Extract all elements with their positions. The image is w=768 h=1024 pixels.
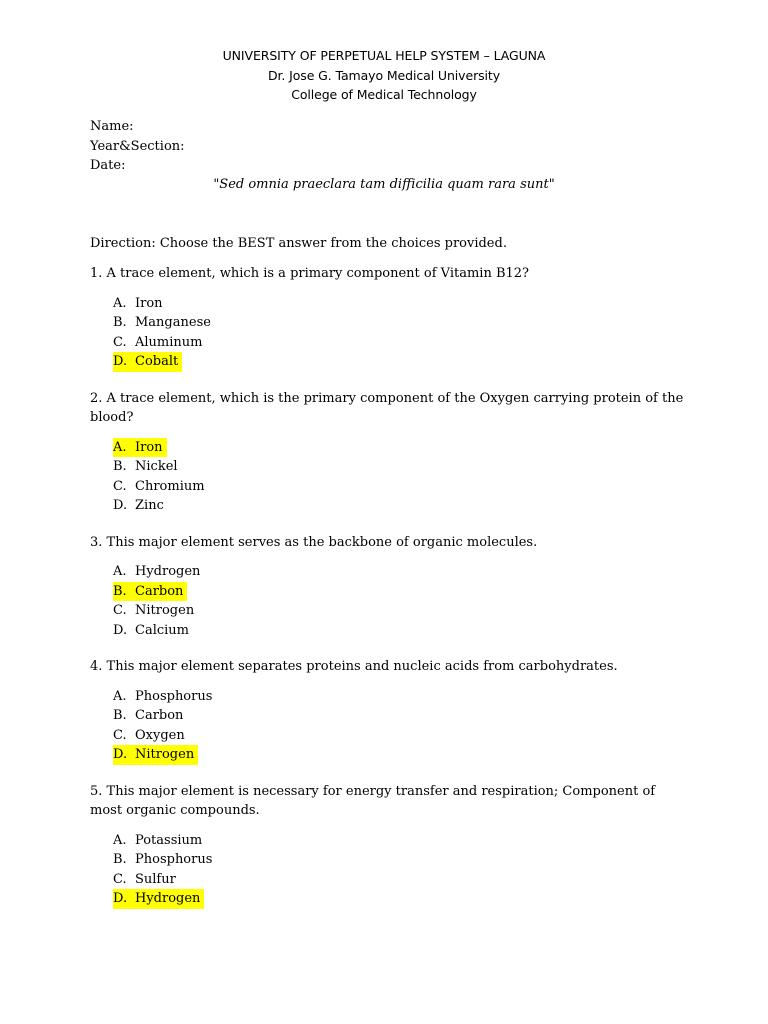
university-name: UNIVERSITY OF PERPETUAL HELP SYSTEM – LAGUNA [222,48,546,63]
choice-content [113,352,182,372]
choice-content [113,745,198,765]
question-item [90,782,690,909]
choice-content [113,294,163,314]
choice-content [113,621,189,641]
choice-letter: A. [113,688,127,704]
question-text: 1. A trace element, which is a primary component of Vitamin B12? [90,266,530,281]
answer-choice [113,601,690,621]
choice-content [113,726,185,746]
choice-content [113,706,183,726]
answer-choice [113,477,690,497]
choice-content [113,496,164,516]
answer-choice [113,457,690,477]
choice-list [90,294,690,372]
choice-content [113,457,178,477]
name-label: Name: [90,119,134,134]
answer-choice [113,621,690,641]
choice-text: Potassium [135,832,203,848]
choice-text: Zinc [135,498,164,513]
motto: "Sed omnia praeclara tam difficilia quam rara sunt" [213,177,555,192]
choice-text: Phosphorus [135,852,213,867]
choice-content [113,562,200,582]
answer-choice [113,706,690,726]
choice-letter: D. [113,354,128,369]
choice-letter: A. [113,295,127,311]
answer-choice [113,313,690,333]
choice-letter: B. [113,315,127,330]
choice-letter: C. [113,727,127,743]
choice-text: Sulfur [135,871,176,887]
choice-text: Nickel [135,459,178,474]
choice-letter: D. [113,498,128,513]
choice-list [90,438,690,516]
direction-text: Direction: Choose the BEST answer from the choices provided. [90,236,507,251]
question-list [90,264,690,926]
choice-content [113,601,194,621]
choice-text: Calcium [135,622,189,638]
answer-choice [113,850,690,870]
choice-letter: C. [113,871,127,887]
choice-content [113,582,187,602]
question-item [90,264,690,372]
medical-university-name: Dr. Jose G. Tamayo Medical University [267,67,500,83]
answer-choice [113,294,690,314]
question-text: 2. A trace element, which is the primary component of the Oxygen carrying protein of the blood? [90,390,684,425]
question-text: 3. This major element serves as the backbone of organic molecules. [90,534,538,550]
choice-text: Nitrogen [135,603,195,618]
choice-list [90,562,690,640]
student-info-fields [90,117,185,176]
highlighted-answer-choice [113,889,690,909]
choice-letter: B. [113,583,127,599]
choice-text: Aluminum [135,334,203,350]
choice-text: Oxygen [135,727,185,743]
choice-letter: C. [113,334,127,350]
choice-text: Hydrogen [135,891,201,906]
choice-list [90,831,690,909]
answer-choice [113,496,690,516]
choice-content [113,831,202,851]
choice-text: Nitrogen [135,747,195,762]
choice-list [90,687,690,765]
choice-text: Manganese [135,315,211,330]
question-item [90,657,690,765]
highlighted-answer-choice [113,352,690,372]
choice-content [113,870,176,890]
choice-content [113,333,202,353]
answer-choice [113,831,690,851]
choice-letter: A. [113,832,127,848]
choice-letter: D. [113,622,128,638]
choice-content [113,477,205,497]
choice-letter: B. [113,852,127,867]
choice-letter: B. [113,708,127,723]
choice-text: Iron [135,439,163,455]
choice-text: Cobalt [135,354,179,369]
choice-content [113,438,167,458]
answer-choice [113,687,690,707]
question-item [90,533,690,641]
highlighted-answer-choice [113,438,690,458]
highlighted-answer-choice [113,745,690,765]
choice-content [113,850,212,870]
choice-text: Hydrogen [135,564,201,579]
answer-choice [113,562,690,582]
choice-letter: C. [113,478,127,494]
document-header [0,46,768,105]
choice-letter: B. [113,459,127,474]
choice-content [113,889,204,909]
choice-text: Carbon [135,583,184,599]
choice-letter: D. [113,891,128,906]
question-text: 4. This major element separates proteins and nucleic acids from carbohydrates. [90,659,618,674]
choice-letter: D. [113,747,128,762]
choice-text: Phosphorus [135,688,213,704]
choice-text: Chromium [135,478,205,494]
choice-letter: A. [113,564,127,579]
choice-letter: C. [113,603,127,618]
choice-content [113,687,212,707]
answer-choice [113,870,690,890]
choice-text: Iron [135,295,163,311]
year-section-label: Year&Section: [90,138,185,154]
choice-content [113,313,211,333]
question-item [90,389,690,516]
college-name: College of Medical Technology [291,87,477,102]
choice-text: Carbon [135,708,184,723]
date-label: Date: [90,158,126,173]
highlighted-answer-choice [113,582,690,602]
answer-choice [113,333,690,353]
answer-choice [113,726,690,746]
choice-letter: A. [113,439,127,455]
question-text: 5. This major element is necessary for energy transfer and respiration; Component of most organic compounds. [90,783,656,818]
